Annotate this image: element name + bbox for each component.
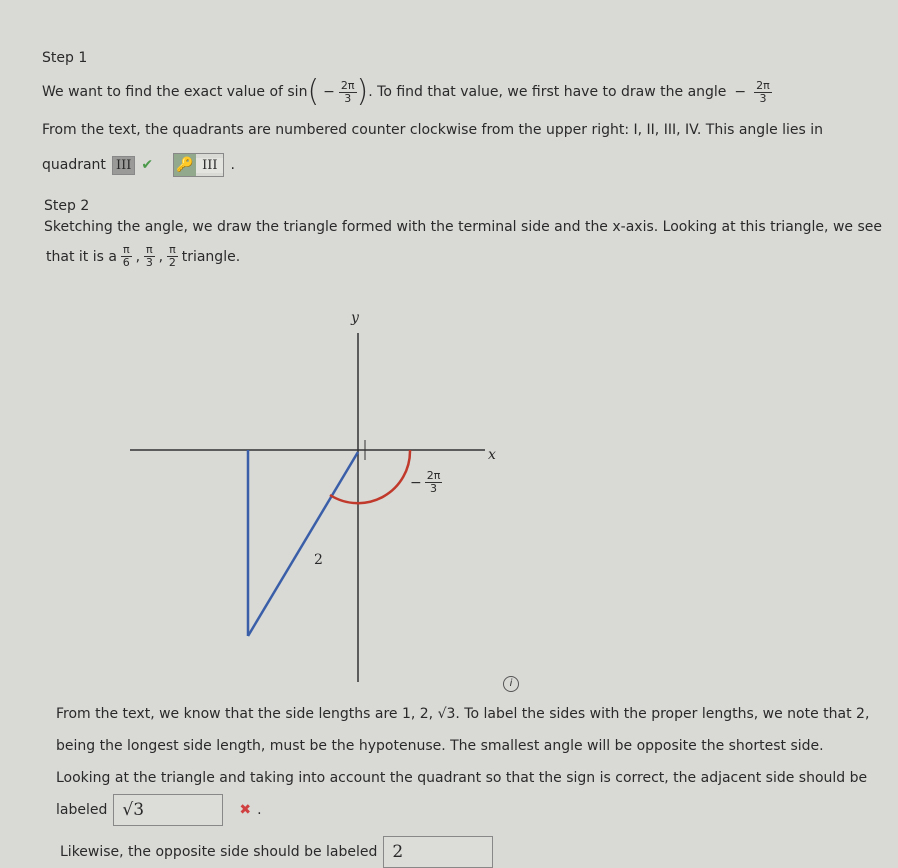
step2-title: Step 2 (44, 198, 90, 214)
neg-sign: − (734, 84, 747, 100)
step2-line2: that it is a $\frac{\pi}{6}$ , $\frac{\pi}{3}$ , $\frac{\pi}{2}$ triangle. (46, 243, 241, 269)
paragraph-1a: From the text, we know that the side lengths are 1, 2, √3. To label the sides with the proper lengths, we note that 2, (56, 706, 870, 722)
quadrant-label: quadrant (42, 157, 106, 173)
angle-fraction: $\frac{2\pi}{3}$ (756, 78, 770, 105)
paren-close: ) (356, 74, 369, 109)
fraction-pi-2: $\frac{\pi}{2}$ (168, 243, 176, 269)
step2-line1: Sketching the angle, we draw the triangle formed with the terminal side and the x-axis. Looking at this triangle, we see (44, 219, 882, 235)
x-axis-label: x (488, 447, 496, 463)
opposite-row (60, 836, 493, 868)
quadrant-answer[interactable]: III (112, 156, 135, 175)
step2-text: that it is a (46, 248, 117, 265)
period: . (257, 802, 262, 818)
key-icon: 🔑 (174, 154, 196, 176)
angle-fraction: $\frac{2\pi}{3}$ (426, 469, 441, 495)
step1-text-post: . To find that value, we first have to draw the angle (368, 84, 727, 100)
paren-open: ( (307, 74, 320, 109)
angle-fraction: $\frac{2\pi}{3}$ (340, 78, 355, 105)
step1-text: We want to find the exact value of sin (42, 84, 308, 100)
period: . (230, 157, 235, 173)
info-icon[interactable]: i (503, 676, 519, 692)
step1-line2: From the text, the quadrants are numbered counter clockwise from the upper right: I, II, III, IV. This angle lies in (42, 122, 824, 138)
paragraph-1b: being the longest side length, must be the hypotenuse. The smallest angle will be opposite the shortest side. (56, 738, 824, 754)
neg-sign: − (323, 84, 335, 100)
fraction-pi-6: $\frac{\pi}{6}$ (122, 243, 130, 269)
adjacent-input[interactable]: √3 (113, 794, 223, 826)
paragraph-2: Looking at the triangle and taking into account the quadrant so that the sign is correct, the adjacent side should be (56, 770, 868, 786)
y-axis-label: y (351, 310, 359, 326)
check-icon: ✔ (141, 157, 154, 173)
step1-title: Step 1 (42, 50, 88, 66)
neg-sign: − (410, 474, 422, 491)
hypotenuse-label: 2 (314, 552, 323, 568)
opposite-input[interactable]: 2 (383, 836, 493, 868)
triangle-hypotenuse (248, 452, 358, 636)
paragraph-3: Likewise, the opposite side should be labeled (60, 844, 378, 860)
hint-value: III (196, 158, 223, 173)
angle-label (410, 470, 442, 495)
incorrect-icon: ✖ (239, 802, 252, 818)
adjacent-answer-row (56, 794, 262, 826)
step2-text-post: triangle. (181, 248, 241, 265)
fraction-pi-3: $\frac{\pi}{3}$ (145, 243, 153, 269)
labeled-text: labeled (56, 802, 108, 818)
